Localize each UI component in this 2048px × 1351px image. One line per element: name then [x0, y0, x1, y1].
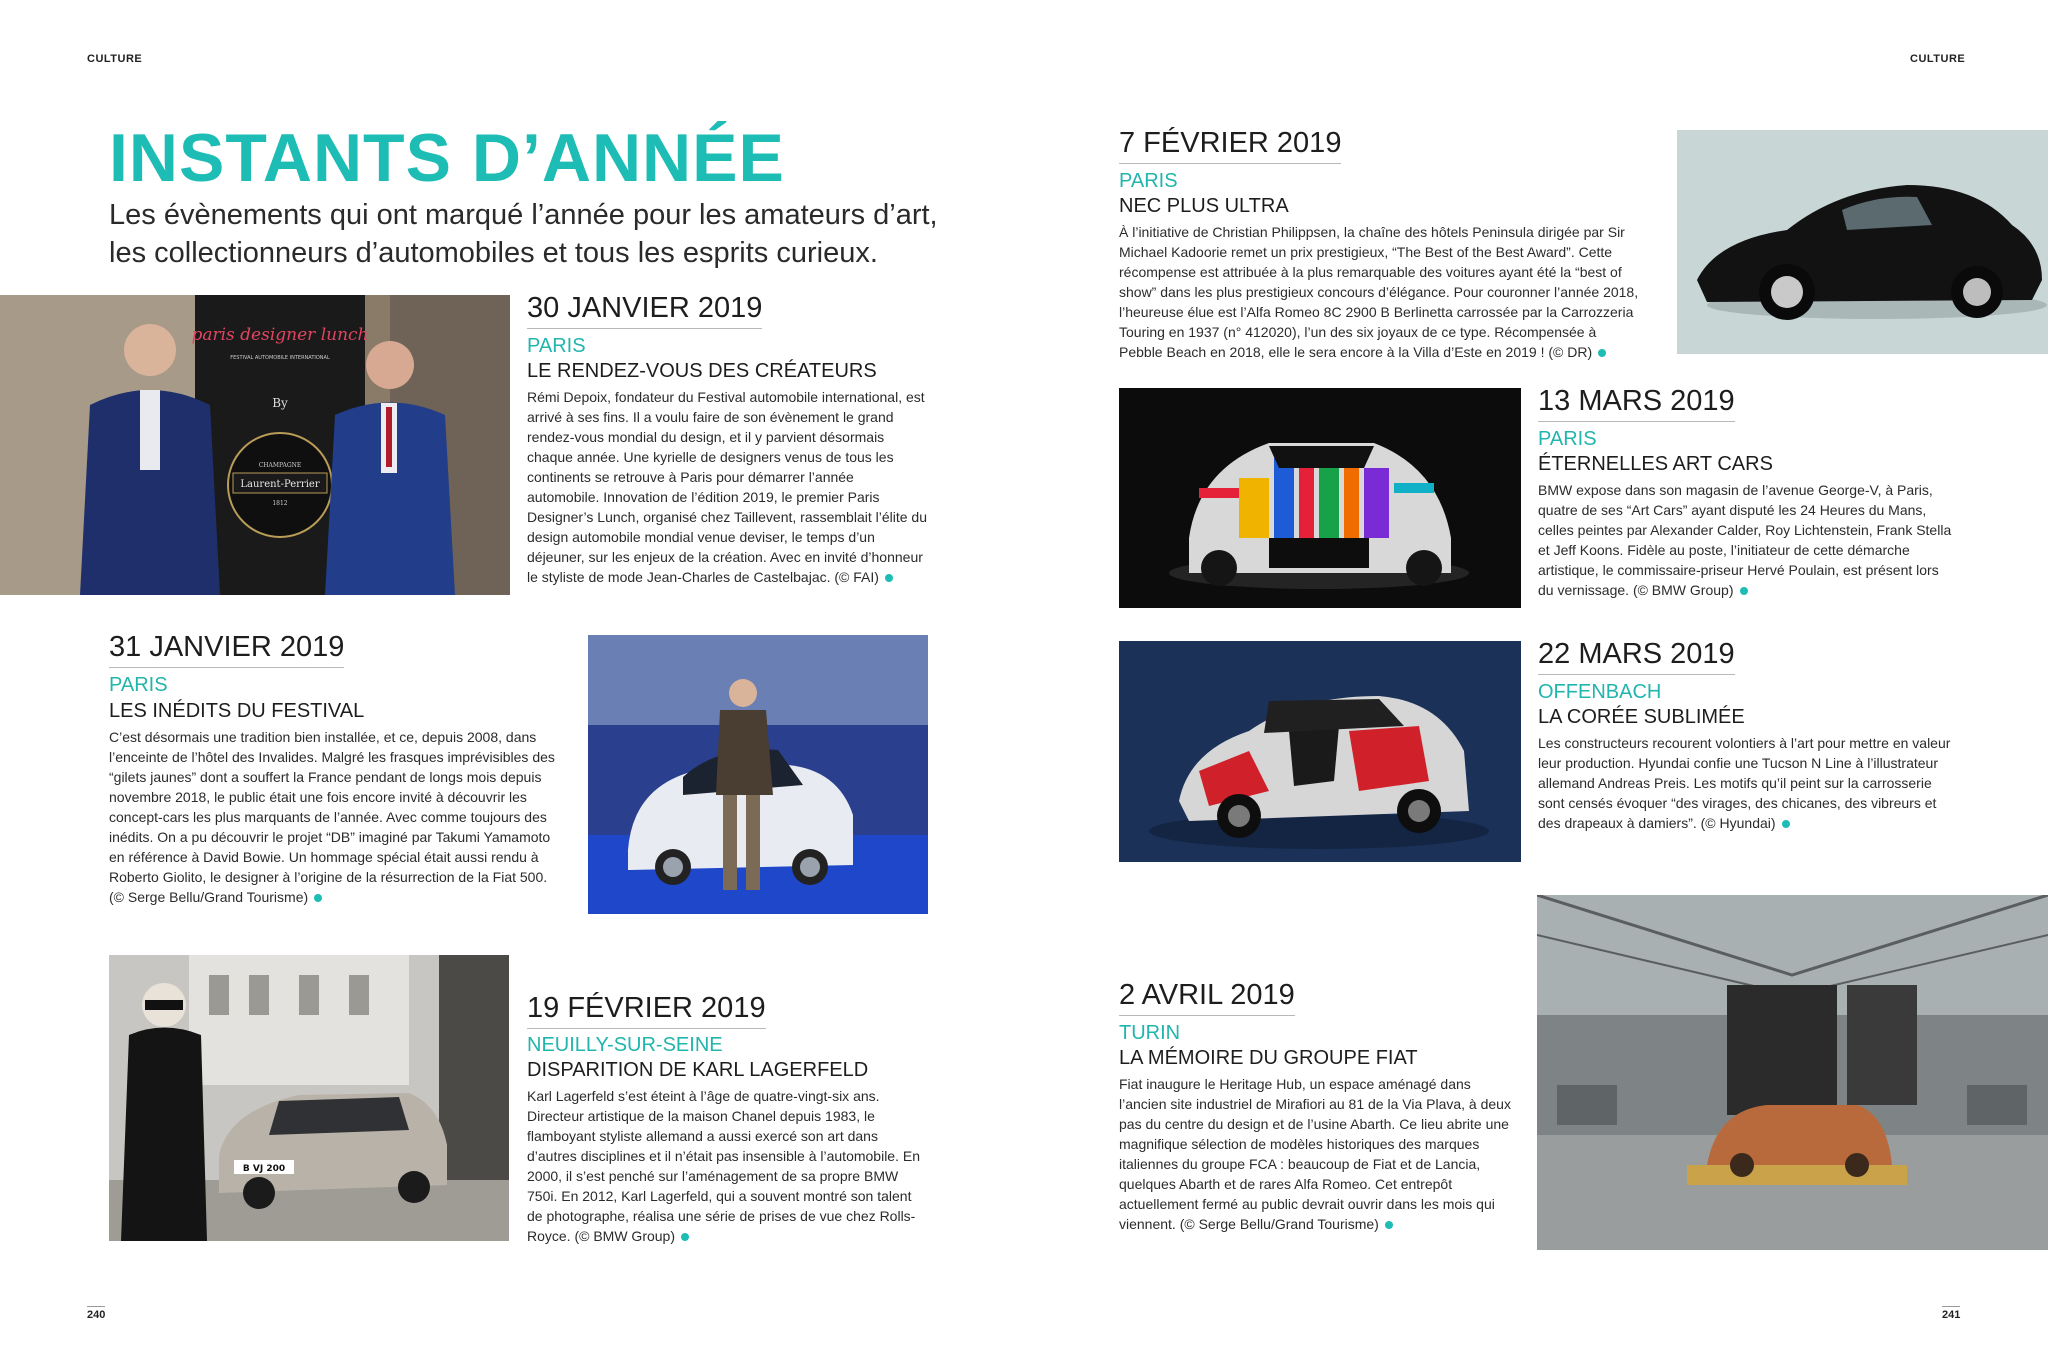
article-date: 13 MARS 2019 [1538, 383, 1735, 422]
article-date: 31 JANVIER 2019 [109, 629, 344, 668]
banner-by: By [272, 396, 288, 410]
article-body-text: Rémi Depoix, fondateur du Festival automobile international, est arrivé à ses fins. Il a voulu faire de son évènement le grand rendez-vous mondial du design, et il y parvient désormais chaque année. Une kyrielle de designers venus de tous les continents se retrouve à Paris pour démarrer l’année automobile. Innovation de l’édition 2019, le premier Paris Designer’s Lunch, organisé chez Taillevent, rassemblait l’élite du design automobile mondial venue deviser, le temps d’un déjeuner, sur les enjeux de la création. Avec en invité d’honneur le styliste de mode Jean-Charles de Castelbajac. (© FAI) [527, 389, 927, 585]
article-headline: LA CORÉE SUBLIMÉE [1538, 706, 1745, 728]
article-body [1119, 1074, 1519, 1234]
article-headline: NEC PLUS ULTRA [1119, 195, 1289, 217]
article-city: NEUILLY-SUR-SEINE [527, 1034, 723, 1056]
article-body-text: BMW expose dans son magasin de l’avenue George-V, à Paris, quatre de ses “Art Cars” ayant disputé les 24 Heures du Mans, celles peintes par Alexander Calder, Roy Lichtenstein, Frank Stella et Jeff Koons. Fidèle au poste, l’initiateur de cette démarche artistique, le commissaire-priseur Hervé Poulain, est présent lors du vernissage. (© BMW Group) [1538, 482, 1952, 598]
end-dot-icon [1740, 587, 1748, 595]
end-dot-icon [314, 894, 322, 902]
article-headline: LA MÉMOIRE DU GROUPE FIAT [1119, 1047, 1418, 1069]
section-tag: CULTURE [1910, 53, 1966, 65]
champagne-brand: Laurent-Perrier [240, 479, 320, 490]
article-body [527, 1086, 927, 1246]
alfa-romeo-photo [1677, 130, 2048, 354]
article-body [1538, 480, 1958, 600]
article-date: 2 AVRIL 2019 [1119, 977, 1295, 1016]
article-body [1119, 222, 1639, 362]
champagne-year: 1812 [272, 500, 288, 507]
article-city: PARIS [1119, 170, 1178, 192]
bmw-art-car-photo [1119, 388, 1521, 608]
article-body-text: À l’initiative de Christian Philippsen, la chaîne des hôtels Peninsula dirigée par Sir Michael Kadoorie remet un prix prestigieux, “The Best of the Best Award”. Cette récompense est attribuée à la plus remarquable des voitures ayant été la “best of show” dans les plus prestigieux concours d’élégance. Pour couronner l’année 2018, l’heureuse élue est l’Alfa Romeo 8C 2900 B Berlinetta carrossée par la Carrozzeria Touring en 1937 (n° 412020), l’un des six joyaux de ce type. Récompensée à Pebble Beach en 2018, elle le sera encore à la Villa d’Este en 2019 ! (© DR) [1119, 224, 1639, 360]
end-dot-icon [1598, 349, 1606, 357]
end-dot-icon [681, 1233, 689, 1241]
article-city: OFFENBACH [1538, 681, 1662, 703]
article-body [527, 387, 927, 587]
article-headline: LE RENDEZ-VOUS DES CRÉATEURS [527, 360, 877, 382]
lagerfeld-photo [109, 955, 509, 1241]
champagne-label: CHAMPAGNE [258, 462, 302, 469]
hyundai-art-car-photo [1119, 641, 1521, 862]
end-dot-icon [1385, 1221, 1393, 1229]
page-title: INSTANTS D’ANNÉE [109, 120, 785, 196]
banner-subtitle: FESTIVAL AUTOMOBILE INTERNATIONAL [230, 355, 330, 361]
page-subtitle: Les évènements qui ont marqué l’année pour les amateurs d’art, les collectionneurs d’automobiles et tous les esprits curieux. [109, 199, 938, 269]
fiat-500-photo [588, 635, 928, 914]
right-page [1024, 0, 2048, 1351]
article-body-text: Karl Lagerfeld s’est éteint à l’âge de quatre-vingt-six ans. Directeur artistique de la maison Chanel depuis 1983, le flamboyant styliste allemand a aussi exercé son art dans d’autres disciplines et il n’était pas insensible à l’automobile. En 2000, il s’est penché sur l’aménagement de sa propre BMW 750i. En 2012, Karl Lagerfeld, qui a souvent montré son talent de photographe, réalisa une série de prises de vue chez Rolls-Royce. (© BMW Group) [527, 1088, 920, 1244]
article-date: 19 FÉVRIER 2019 [527, 990, 766, 1029]
article-city: PARIS [527, 335, 586, 357]
article-body-text: C’est désormais une tradition bien installée, et ce, depuis 2008, dans l’enceinte de l’hôtel des Invalides. Malgré les frasques imprévisibles des “gilets jaunes” dont a souffert la France pendant de longs mois depuis novembre 2018, le public était une fois encore invité à découvrir les concept-cars les plus marquants de l’année. Avec comme toujours des inédits. On a pu découvrir le projet “DB” imaginé par Takumi Yamamoto en référence à David Bowie. Un hommage spécial était aussi rendu à Roberto Giolito, le designer à l’origine de la résurrection de la Fiat 500. (© Serge Bellu/Grand Tourisme) [109, 729, 555, 905]
end-dot-icon [1782, 820, 1790, 828]
article-date: 22 MARS 2019 [1538, 636, 1735, 675]
article-headline: DISPARITION DE KARL LAGERFELD [527, 1059, 869, 1081]
article-body [109, 727, 561, 907]
article-city: PARIS [109, 674, 168, 696]
license-plate: B VJ 200 [242, 1164, 286, 1174]
end-dot-icon [885, 574, 893, 582]
article-date: 7 FÉVRIER 2019 [1119, 125, 1341, 164]
article-headline: LES INÉDITS DU FESTIVAL [109, 700, 365, 722]
article-body-text: Fiat inaugure le Heritage Hub, un espace aménagé dans l’ancien site industriel de Mirafiori au 81 de la Via Plava, à deux pas du centre du design et de l’usine Abarth. Ce lieu abrite une magnifique sélection de modèles historiques des marques italiennes du groupe FCA : beaucoup de Fiat et de Lancia, quelques Abarth et de rares Alfa Romeo. Cet entrepôt actuellement fermé au public devrait ouvrir dans les mois qui viennent. (© Serge Bellu/Grand Tourisme) [1119, 1076, 1511, 1232]
banner-title: paris designer lunch [191, 325, 369, 345]
heritage-hub-photo [1537, 895, 2048, 1250]
article-city: TURIN [1119, 1022, 1181, 1044]
article-body [1538, 733, 1958, 833]
article-date: 30 JANVIER 2019 [527, 290, 762, 329]
article-body-text: Les constructeurs recourent volontiers à l’art pour mettre en valeur leur production. Hyundai confie une Tucson N Line à l’illustrateur allemand Andreas Preis. Les motifs qu’il peint sur la carrosserie sont censés évoquer “des virages, des chicanes, des vibreurs et des drapeaux à damiers”. (© Hyundai) [1538, 735, 1951, 831]
article-city: PARIS [1538, 428, 1597, 450]
page-number: 241 [1942, 1306, 1960, 1321]
designer-lunch-photo [0, 295, 510, 595]
article-headline: ÉTERNELLES ART CARS [1538, 453, 1773, 475]
section-tag: CULTURE [87, 53, 143, 65]
page-number: 240 [87, 1306, 105, 1321]
